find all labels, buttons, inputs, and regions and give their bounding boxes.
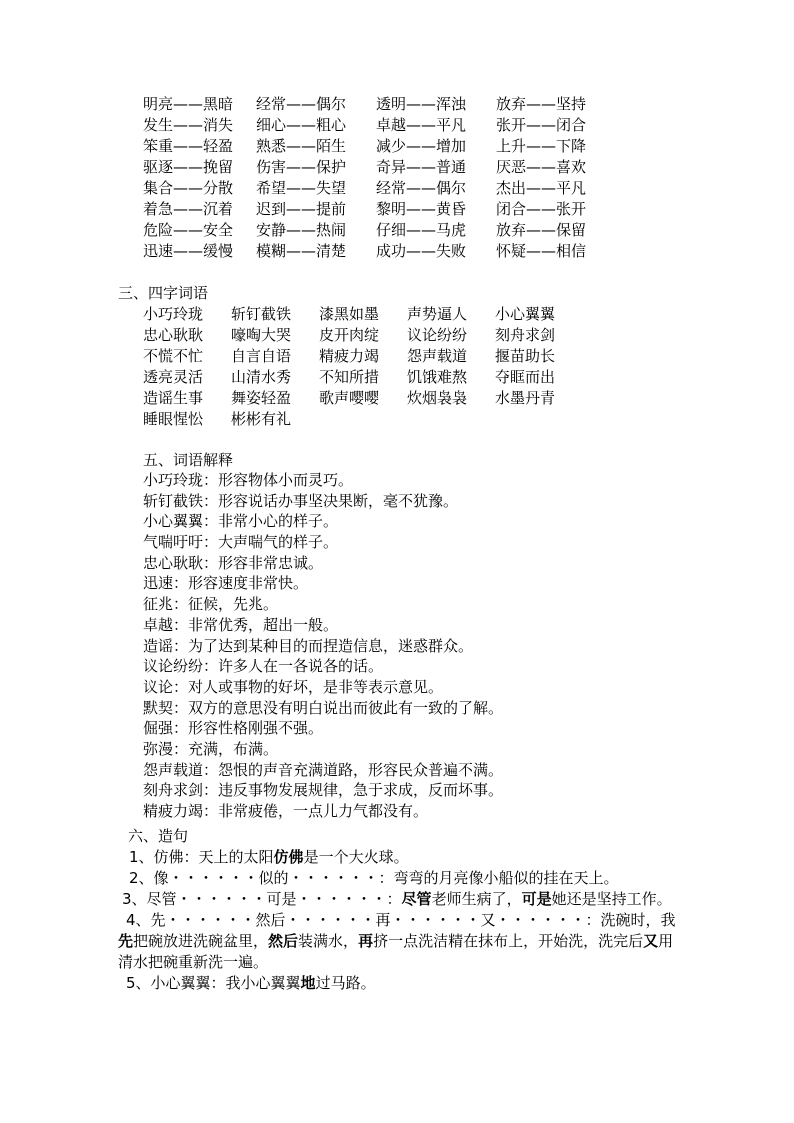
idiom-cell: 睡眼惺忪 xyxy=(143,410,204,428)
definition-item: 怨声载道：怨恨的声音充满道路，形容民众普遍不满。 xyxy=(143,760,504,779)
antonym-pair: 着急——沉着 xyxy=(143,200,234,218)
sentence-text: 4、先・・・・・・然后・・・・・・再・・・・・・又・・・・・・：洗碗时，我 xyxy=(126,911,676,929)
idiom-cell: 怨声载道 xyxy=(407,347,468,365)
sentence-item xyxy=(118,910,686,973)
definition-item: 征兆：征候，先兆。 xyxy=(143,595,279,614)
sentence-keyword: 尽管 xyxy=(401,890,432,908)
idiom-cell: 自言自语 xyxy=(231,347,292,365)
antonym-pair: 安静——热闹 xyxy=(256,221,347,239)
sentence-keyword: 仿佛 xyxy=(273,848,304,866)
sentence-item xyxy=(118,889,686,910)
antonym-pair: 成功——失败 xyxy=(376,242,467,260)
antonym-pair: 放弃——坚持 xyxy=(496,95,587,113)
sentence-item xyxy=(118,973,686,994)
definition-item: 默契：双方的意思没有明白说出而彼此有一致的了解。 xyxy=(143,698,504,717)
sentence-text: 过马路。 xyxy=(315,974,376,992)
antonym-pair: 明亮——黑暗 xyxy=(143,95,234,113)
sentence-text: 2、像・・・・・・似的・・・・・・：弯弯的月亮像小船似的挂在天上。 xyxy=(129,869,619,887)
idiom-row xyxy=(143,409,583,430)
antonym-pair: 驱逐——挽留 xyxy=(143,158,234,176)
antonym-row xyxy=(143,199,616,220)
definition-item: 刻舟求剑：违反事物发展规律，急于求成，反而坏事。 xyxy=(143,781,504,800)
antonym-row xyxy=(143,220,616,241)
definition-item: 小巧玲珑：形容物体小而灵巧。 xyxy=(143,471,354,489)
antonym-table xyxy=(143,94,616,262)
antonym-pair: 张开——闭合 xyxy=(496,116,587,134)
idiom-cell: 忠心耿耿 xyxy=(143,326,204,344)
definition-item: 精疲力竭：非常疲倦，一点儿力气都没有。 xyxy=(143,802,429,820)
sentence-text: 5、小心翼翼：我小心翼翼 xyxy=(126,974,301,992)
definition-item: 弥漫：充满，布满。 xyxy=(143,739,279,758)
sentence-item xyxy=(118,847,686,868)
definition-list xyxy=(143,470,503,822)
antonym-pair: 迟到——提前 xyxy=(256,200,347,218)
idiom-row xyxy=(143,388,583,409)
idiom-cell: 不知所措 xyxy=(319,368,380,386)
idiom-row xyxy=(143,346,583,367)
antonym-pair: 模糊——清楚 xyxy=(256,242,347,260)
idiom-cell: 夺眶而出 xyxy=(495,368,556,386)
section-heading-sentences: 六、造句 xyxy=(128,827,189,845)
definition-item: 小心翼翼：非常小心的样子。 xyxy=(143,512,339,531)
idiom-cell: 饥饿难熬 xyxy=(407,368,468,386)
sentence-text: 3、尽管・・・・・・可是・・・・・・： xyxy=(122,890,402,908)
sentence-keyword: 可是 xyxy=(521,890,552,908)
antonym-pair: 危险——安全 xyxy=(143,221,234,239)
idiom-cell: 舞姿轻盈 xyxy=(231,389,292,407)
antonym-pair: 仔细——马虎 xyxy=(376,221,467,239)
antonym-row xyxy=(143,115,616,136)
idiom-cell: 议论纷纷 xyxy=(407,326,468,344)
sentence-text: 1、仿佛：天上的太阳 xyxy=(129,848,274,866)
sentence-text: 老师生病了， xyxy=(431,890,522,908)
antonym-pair: 厌恶——喜欢 xyxy=(496,158,587,176)
idiom-cell: 彬彬有礼 xyxy=(231,410,292,428)
idiom-cell: 山清水秀 xyxy=(231,368,292,386)
idiom-row xyxy=(143,367,583,388)
antonym-pair: 闭合——张开 xyxy=(496,200,587,218)
definition-item: 造谣：为了达到某种目的而捏造信息，迷惑群众。 xyxy=(143,636,474,655)
antonym-pair: 发生——消失 xyxy=(143,116,234,134)
antonym-pair: 细心——粗心 xyxy=(256,116,347,134)
sentence-keyword: 然后 xyxy=(268,932,299,950)
antonym-pair: 希望——失望 xyxy=(256,179,347,197)
definition-item: 忠心耿耿：形容非常忠诚。 xyxy=(143,553,324,572)
idiom-cell: 精疲力竭 xyxy=(319,347,380,365)
sentence-keyword: 地 xyxy=(300,974,316,992)
antonym-row xyxy=(143,157,616,178)
idiom-cell: 水墨丹青 xyxy=(495,389,556,407)
antonym-pair: 黎明——黄昏 xyxy=(376,200,467,218)
definition-item: 议论纷纷：许多人在一各说各的话。 xyxy=(143,657,384,676)
sentence-keyword: 再 xyxy=(358,932,374,950)
antonym-pair: 放弃——保留 xyxy=(496,221,587,239)
antonym-pair: 熟悉——陌生 xyxy=(256,137,347,155)
section-heading-idioms: 三、四字词语 xyxy=(118,284,209,302)
antonym-pair: 怀疑——相信 xyxy=(496,242,587,260)
sentence-keyword: 先 xyxy=(118,932,134,950)
sentence-text: 用清水把碗重新洗一遍。 xyxy=(118,932,674,971)
idiom-cell: 刻舟求剑 xyxy=(495,326,556,344)
sentence-text: 挤一点洗洁精在抹布上，开始洗，洗完后 xyxy=(373,932,644,950)
definition-item: 卓越：非常优秀，超出一般。 xyxy=(143,615,339,634)
antonym-pair: 经常——偶尔 xyxy=(256,95,347,113)
idiom-cell: 小心翼翼 xyxy=(495,305,556,323)
antonym-pair: 透明——浑浊 xyxy=(376,95,467,113)
sentence-text: 装满水， xyxy=(298,932,359,950)
definition-item: 迅速：形容速度非常快。 xyxy=(143,574,309,593)
sentence-section xyxy=(118,827,686,994)
idiom-cell: 造谣生事 xyxy=(143,389,204,407)
antonym-pair: 上升——下降 xyxy=(496,137,587,155)
antonym-row xyxy=(143,136,616,157)
idiom-cell: 嚎啕大哭 xyxy=(231,326,292,344)
antonym-pair: 卓越——平凡 xyxy=(376,116,467,134)
antonym-row xyxy=(143,241,616,262)
idiom-table xyxy=(143,304,583,430)
sentence-item xyxy=(118,868,686,889)
idiom-cell: 皮开肉绽 xyxy=(319,326,380,344)
antonym-pair: 经常——偶尔 xyxy=(376,179,467,197)
section-heading-definitions: 五、词语解释 xyxy=(143,451,234,469)
idiom-cell: 透亮灵活 xyxy=(143,368,204,386)
idiom-cell: 漆黑如墨 xyxy=(319,305,380,323)
idiom-cell: 歌声嘤嘤 xyxy=(319,389,380,407)
definition-item: 倔强：形容性格刚强不强。 xyxy=(143,719,324,738)
antonym-pair: 伤害——保护 xyxy=(256,158,347,176)
idiom-cell: 揠苗助长 xyxy=(495,347,556,365)
idiom-cell: 小巧玲珑 xyxy=(143,305,204,323)
antonym-pair: 迅速——缓慢 xyxy=(143,242,234,260)
sentence-keyword: 又 xyxy=(643,932,659,950)
idiom-cell: 斩钉截铁 xyxy=(231,305,292,323)
idiom-row xyxy=(143,325,583,346)
antonym-row xyxy=(143,94,616,115)
idiom-cell: 声势逼人 xyxy=(407,305,468,323)
antonym-pair: 奇异——普通 xyxy=(376,158,467,176)
antonym-pair: 集合——分散 xyxy=(143,179,234,197)
antonym-row xyxy=(143,178,616,199)
antonym-pair: 减少——增加 xyxy=(376,137,467,155)
sentence-text: 是一个大火球。 xyxy=(303,848,409,866)
sentence-text: 把碗放进洗碗盆里， xyxy=(133,932,269,950)
idiom-cell: 炊烟袅袅 xyxy=(407,389,468,407)
idiom-row xyxy=(143,304,583,325)
definition-item: 气喘吁吁：大声喘气的样子。 xyxy=(143,533,339,552)
definition-item: 斩钉截铁：形容说话办事坚决果断，毫不犹豫。 xyxy=(143,491,459,510)
idiom-cell: 不慌不忙 xyxy=(143,347,204,365)
antonym-pair: 笨重——轻盈 xyxy=(143,137,234,155)
antonym-pair: 杰出——平凡 xyxy=(496,179,587,197)
sentence-text: 她还是坚持工作。 xyxy=(551,890,672,908)
definition-item: 议论：对人或事物的好坏，是非等表示意见。 xyxy=(143,677,444,696)
